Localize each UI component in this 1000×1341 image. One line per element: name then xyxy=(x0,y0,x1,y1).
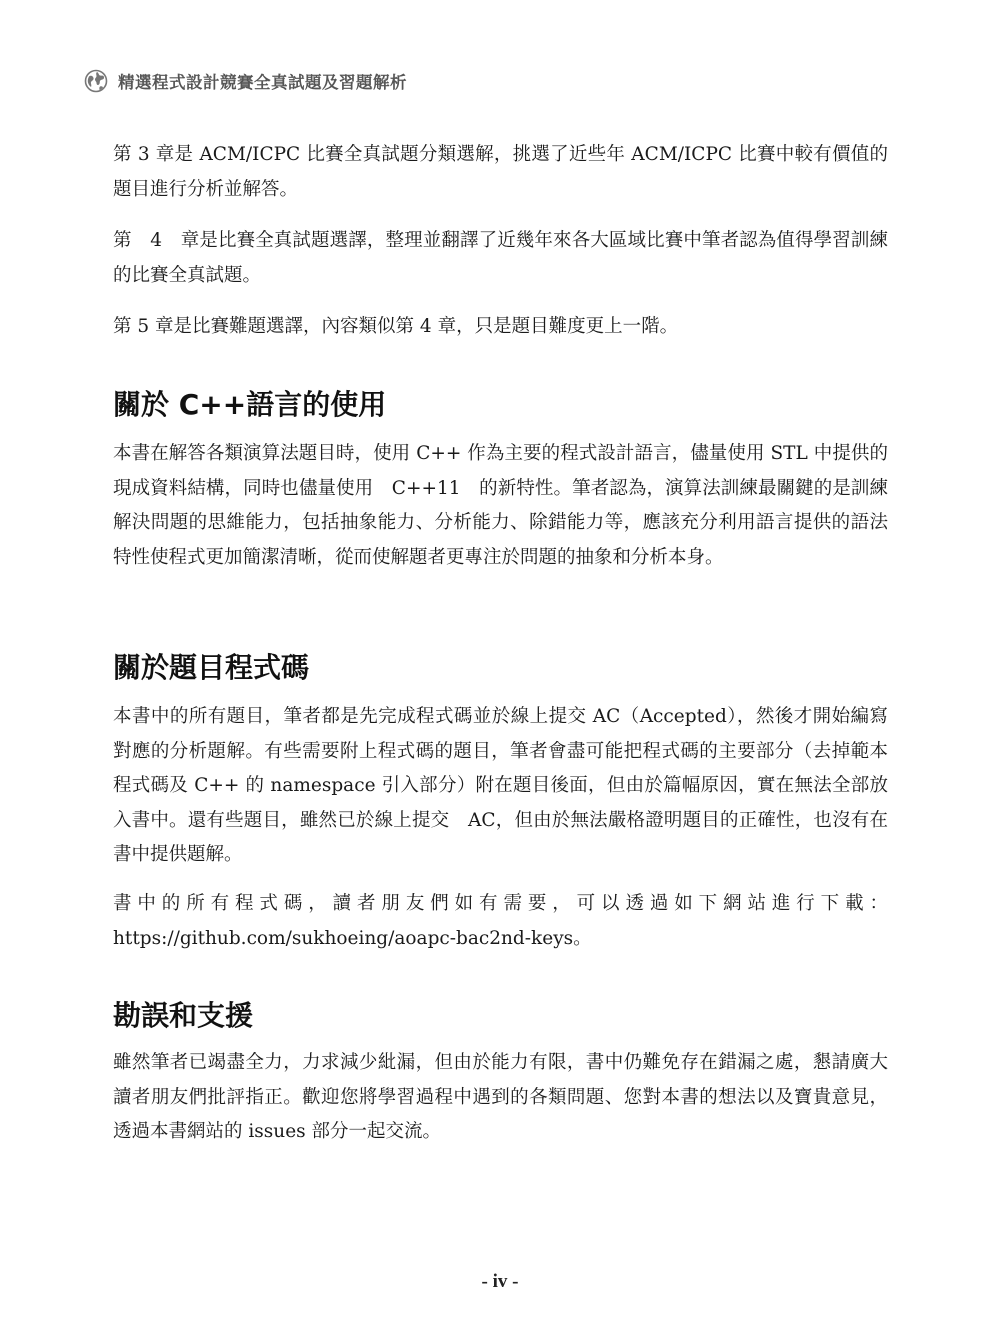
download-paragraph: 書中的所有程式碼，讀者朋友們如有需要，可以透過如下網站進行下載：https://github.com/sukhoeing/aoapc-bac2nd-keys。 xyxy=(113,893,888,949)
book-title: 精選程式設計競賽全真試題及習題解析 xyxy=(118,73,407,92)
page-number: - iv - xyxy=(481,1271,519,1292)
running-header xyxy=(84,66,407,96)
errata-section-paragraph: 雖然筆者已竭盡全力，力求減少紕漏，但由於能力有限，書中仍難免存在錯漏之處，懇請廣大讀者朋友們批評指正。歡迎您將學習過程中遇到的各類問題、您對本書的想法以及寶貴意見，透過本書網站的 issues 部分一起交流。 xyxy=(113,1052,888,1142)
code-section-paragraph: 本書中的所有題目，筆者都是先完成程式碼並於線上提交 AC（Accepted），然後才開始編寫對應的分析題解。有些需要附上程式碼的題目，筆者會盡可能把程式碼的主要部分（去掉範本程式碼及 C++ 的 namespace 引入部分）附在題目後面，但由於篇幅原因，實在無法全部放入書中。還有些題目，雖然已於線上提交 AC，但由於無法嚴格證明題目的正確性，也沒有在書中提供題解。 xyxy=(113,706,888,865)
chapter-5-paragraph: 第 5 章是比賽難題選譯，內容類似第 4 章，只是題目難度更上一階。 xyxy=(113,316,679,337)
cpp-section-paragraph: 本書在解答各類演算法題目時，使用 C++ 作為主要的程式設計語言，儘量使用 STL 中提供的現成資料結構，同時也儘量使用 C++11 的新特性。筆者認為，演算法訓練最關鍵的是訓練解決問題的思維能力，包括抽象能力、分析能力、除錯能力等，應該充分利用語言提供的語法特性使程式更加簡潔清晰，從而使解題者更專注於問題的抽象和分析本身。 xyxy=(113,443,888,568)
code-section-heading: 關於題目程式碼 xyxy=(113,651,310,684)
chapter-4-paragraph: 第 4 章是比賽全真試題選譯，整理並翻譯了近幾年來各大區域比賽中筆者認為值得學習訓練的比賽全真試題。 xyxy=(113,230,888,286)
chapter-3-paragraph: 第 3 章是 ACM/ICPC 比賽全真試題分類選解，挑選了近些年 ACM/ICPC 比賽中較有價值的題目進行分析並解答。 xyxy=(113,144,888,200)
cpp-section-heading: 關於 C++語言的使用 xyxy=(113,388,387,421)
globe-icon xyxy=(84,69,108,93)
errata-section-heading: 勘誤和支援 xyxy=(113,999,254,1032)
